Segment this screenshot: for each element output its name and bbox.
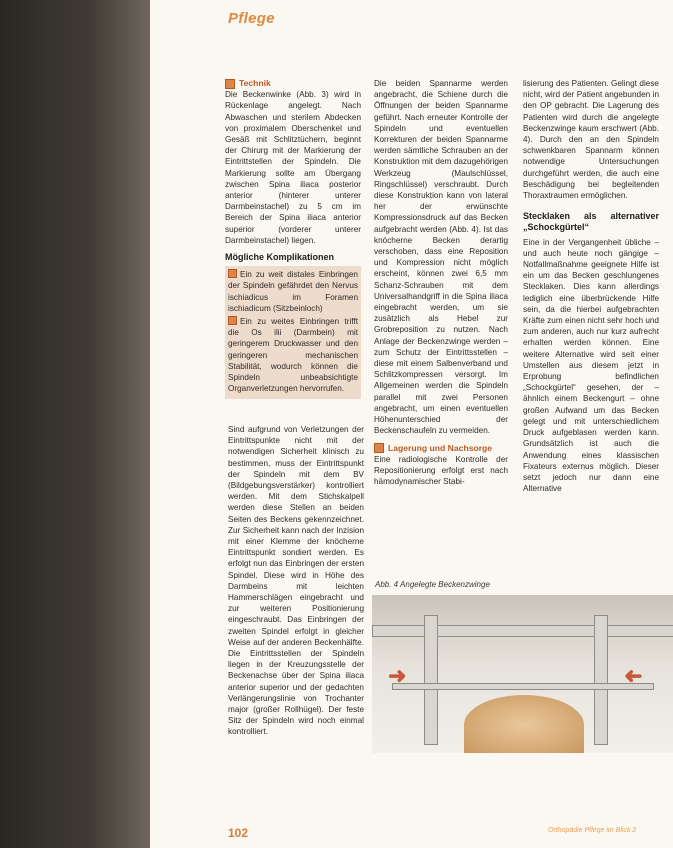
column-2 (228, 424, 364, 740)
heading-complications: Mögliche Komplikationen (225, 252, 335, 263)
clamp-arm-left (424, 615, 438, 745)
arrow-right-icon: ➜ (388, 663, 407, 688)
orange-square-icon (228, 269, 237, 278)
page-binding-shadow (0, 0, 150, 848)
column-3 (374, 78, 508, 489)
orange-square-icon (225, 79, 235, 89)
column-3-paragraph: Die beiden Spannarme werden angebracht, die Schiene durch die Öffnungen der beiden Spannarme geführt. Nach erneuter Kontrolle der Spindeln und eventuellen Korrekturen der beiden Spannarme werden sämtliche Schrauben an der Konstruktion mit dem dazugehörigen Werkzeug (Maulschlüssel, Ringschlüssel) verschraubt. Durch diese Konstruktion kann von lateral her der erwünschte Kompressionsdruck auf das Becken aufgebracht werden (Abb. 4). Ist das knöcherne Becken derartig verschoben, dass eine Reposition und Kompression nicht möglich erscheint, können zwei 6,5 mm Schanz-Schrauben mit dem Universalhandgriff in die Spina iliaca eingebracht werden, um sie zusätzlich als Hebel zur Grobreposition zu nutzen. Nach Anlage der Beckenzwinge werden – zum Schutz der Eintrittsstellen – diese mit einem Salbenverband und Schlitzkompressen versorgt. Im Allgemeinen werden die Spindeln parallel mit zwei Personen angebracht, um einen eventuellen Höhenunterschied der Beckenschaufeln zu vermeiden. (374, 79, 508, 436)
heading-lagerung: Lagerung und Nachsorge (374, 443, 508, 454)
clamp-arm-right (594, 615, 608, 745)
column-4 (523, 78, 659, 496)
heading-stecklaken: Stecklaken als alternativer „Schockgürtel“ (523, 211, 659, 233)
column-1 (225, 78, 361, 399)
section-header: Pflege (228, 10, 275, 27)
lagerung-paragraph: Eine radiologische Kontrolle der Repositionierung erfolgt erst nach hämodynamischer Stabi- (374, 454, 508, 487)
column-4-paragraph-1: lisierung des Patienten. Gelingt diese nicht, wird der Patient angebunden in den OP gebracht. Die Lagerung des Patienten wird durch die angelegte Beckenzwinge kaum erschwert (Abb. 4). Durch den an den Spindeln schwenkbaren Spannarm können notwendige Untersuchungen durchgeführt werden, die auch eine Beschädigung bei begleitenden Thoraxtraumen ermöglichen. (523, 79, 659, 201)
page-number: 102 (228, 826, 249, 840)
journal-footer: Orthopädie Pflege im Blick 2 (548, 827, 637, 834)
heading-technik: Technik (225, 78, 361, 89)
orange-square-icon (374, 443, 384, 453)
orange-square-icon (228, 316, 237, 325)
pelvic-clamp-photo (372, 595, 673, 753)
figure-caption: Abb. 4 Angelegte Beckenzwinge (375, 580, 490, 589)
complications-box (225, 266, 361, 399)
technik-paragraph: Die Beckenwinke (Abb. 3) wird in Rückenlage angelegt. Nach Abwaschen und sterilem Abdecken von proximalem Oberschenkel und Gesäß mit Schlitztüchern, beginnt der Chirurg mit der Markierung der Eintrittstellen der Spindeln. Die Markierung sollte am Übergang zwischen Spina iliaca posterior anterior (hinterer unterer Darmbeinstachel) zu 5 cm im Bereich der Spina iliaca anterior superior (vorderer unterer Darmbeinstachel) liegen. (225, 90, 361, 245)
arrow-left-icon: ➜ (624, 663, 643, 688)
complication-item-1: Ein zu weit distales Einbringen der Spindeln gefährdet den Nervus ischiadicus im Foramen ischiadicum (Sitzbeinloch) (228, 270, 358, 313)
column-4-paragraph-2: Eine in der Vergangenheit übliche – und auch heute noch gängige – Notfallmaßnahme geeignete Hilfe ist ein um das Becken geschlungenes Stecklaken. Dies kann allerdings lediglich eine überbrückende Hilfe sein, da die hierbei aufgebrachten Kräfte zum einen nicht sehr hoch und zum anderen, auch nur kurz aufrecht erhalten werden können. Eine weitere Alternative wird seit einer Umstellen aus diesem jetzt in Erprobung befindlichen „Schockgürtel“ gesehen, der – ähnlich einem Beckengurt – ohne großen Aufwand um das Becken gelegt und mit unterschiedlichem Druck aufgeblasen werden kann. Grundsätzlich ist auch die Anwendung eines klassischen Fixateurs externus möglich. Dieser setzt jedoch nur dann eine Alternative (523, 237, 659, 494)
clamp-rail (372, 625, 673, 637)
clamp-spindle (392, 683, 654, 690)
complication-item-2: Ein zu weites Einbringen trifft die Os ilii (Darmbein) mit geringerem Druckwasser und den geringeren mechanischen Stabilität, wodurch können die Spindeln unbeabsichtigte Organverletzungen hervorrufen. (228, 317, 358, 394)
column-2-paragraph: Sind aufgrund von Verletzungen der Eintrittspunkte nicht mit der notwendigen Sicherheit klinisch zu bestimmen, muss der Eintrittspunkt der Spindeln mit dem BV (Bildgebungsverstärker) kontrolliert werden. Mit dem Stichskalpell werden diese Stellen an beiden Seiten des Beckens gekennzeichnet. Zur Sicherheit kann nach der Inzision mit einer Klemme der knöcherne Eintrittspunkt sondiert werden. Es erfolgt nun das Einbringen der ersten Spindel. Diese wird in Höhe des Darmbeins mit leichten Hammerschlägen eingebracht und zur weiteren Positionierung eingeschraubt. Das Einbringen der zweiten Spindel erfolgt in gleicher Weise auf der anderen Beckenhälfte. Die Eintrittsstellen der Spindeln liegen in der Kreuzungsstelle der Beckenachse über der Spina iliaca anterior superior und der gedachten Verlängerungslinie von Trochanter major (großer Rollhügel). Der feste Sitz der Spindeln wird noch einmal kontrolliert. (228, 425, 364, 737)
pelvis-model (464, 695, 584, 753)
